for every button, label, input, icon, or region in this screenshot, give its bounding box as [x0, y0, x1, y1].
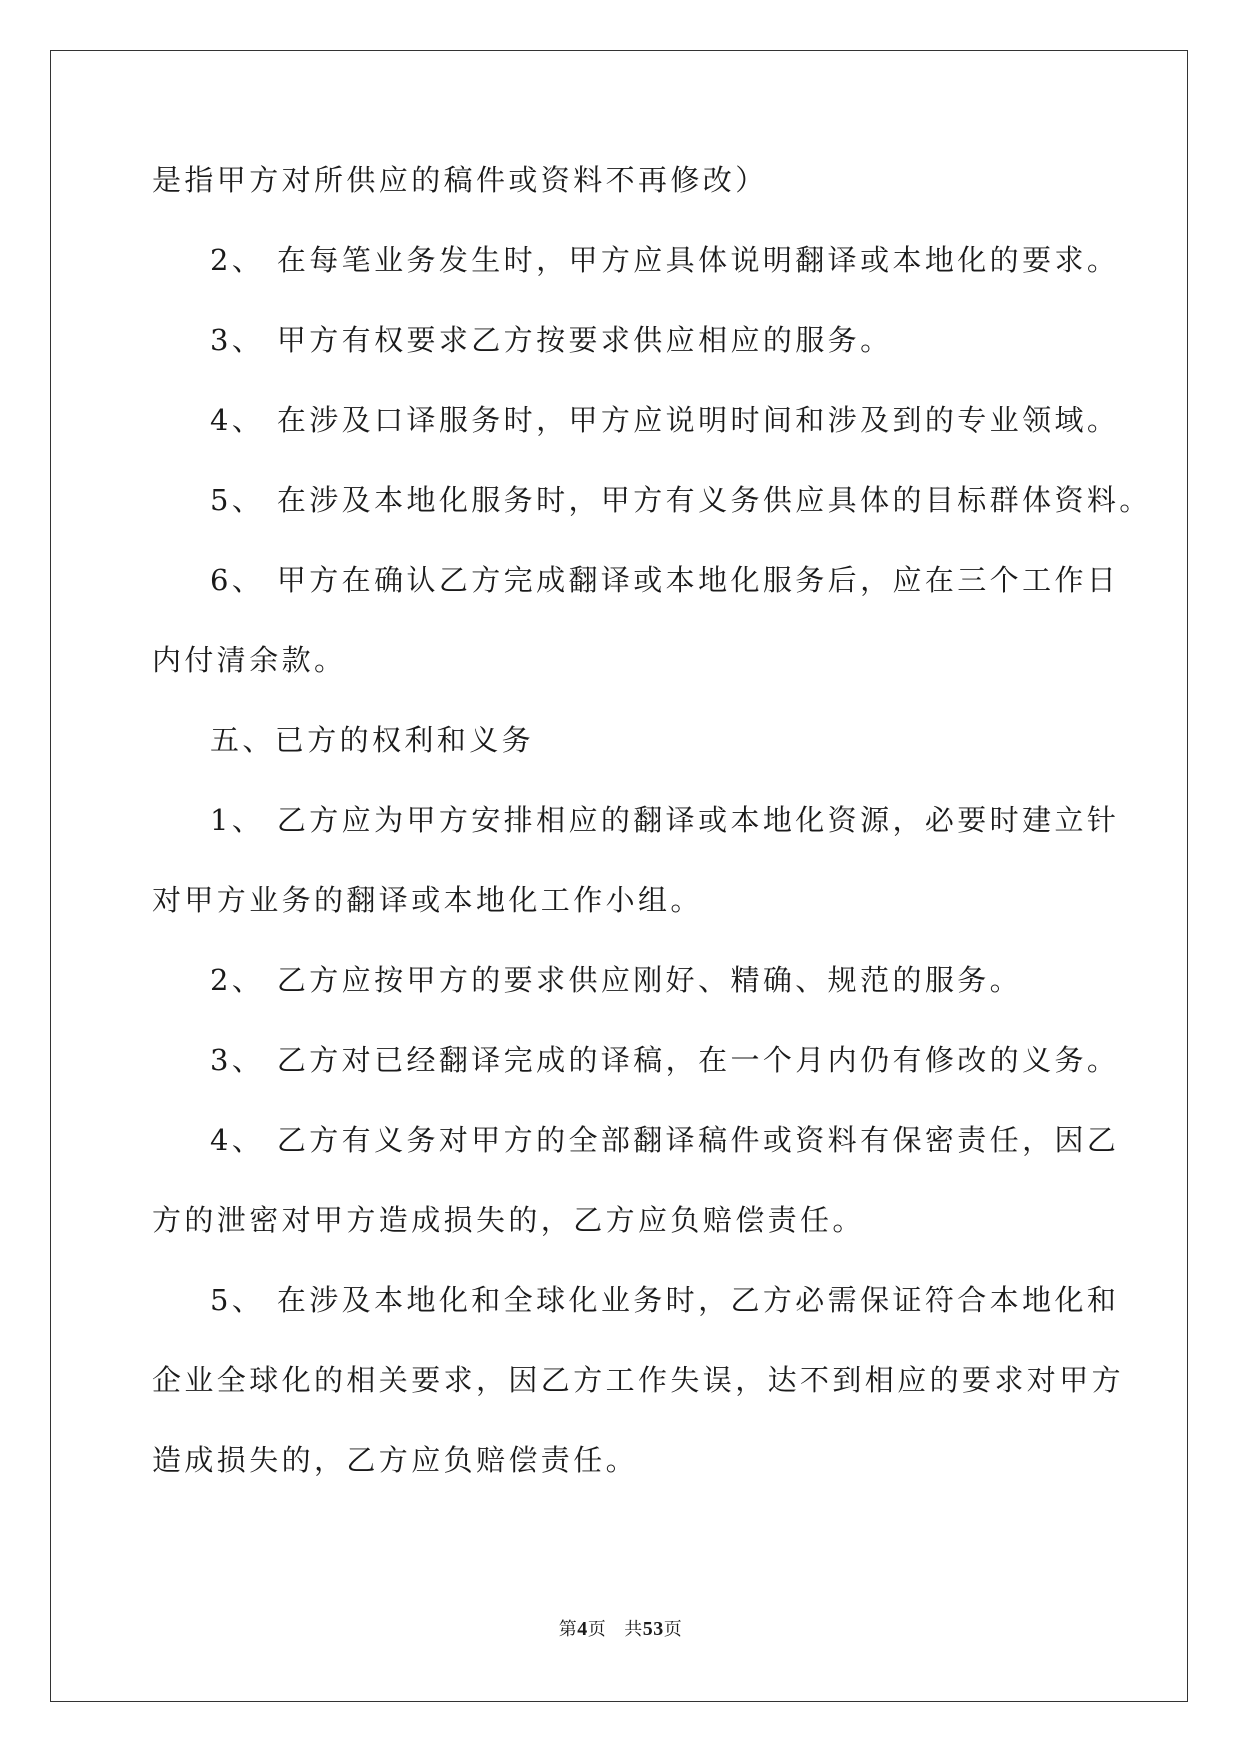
- current-page-number: 4: [577, 1618, 588, 1640]
- total-pages-number: 53: [642, 1618, 664, 1640]
- paragraph-line: 3、 甲方有权要求乙方按要求供应相应的服务。: [210, 323, 893, 357]
- paragraph-line: 4、 在涉及口译服务时，甲方应说明时间和涉及到的专业领域。: [210, 403, 1120, 437]
- paragraph-line: 企业全球化的相关要求，因乙方工作失误，达不到相应的要求对甲方: [152, 1363, 1125, 1397]
- paragraph-line: 2、 在每笔业务发生时，甲方应具体说明翻译或本地化的要求。: [210, 243, 1120, 277]
- total-pages-suffix: 页: [663, 1619, 683, 1640]
- paragraph-line: 5、 在涉及本地化和全球化业务时，乙方必需保证符合本地化和: [210, 1283, 1120, 1317]
- paragraph-line: 对甲方业务的翻译或本地化工作小组。: [152, 883, 703, 917]
- section-heading: 五、已方的权利和义务: [210, 723, 535, 757]
- total-pages-prefix: 共: [624, 1619, 643, 1640]
- paragraph-line: 方的泄密对甲方造成损失的，乙方应负赔偿责任。: [152, 1203, 865, 1237]
- paragraph-line: 6、 甲方在确认乙方完成翻译或本地化服务后，应在三个工作日: [210, 563, 1120, 597]
- paragraph-line: 5、 在涉及本地化服务时，甲方有义务供应具体的目标群体资料。: [210, 483, 1152, 517]
- paragraph-line: 4、 乙方有义务对甲方的全部翻译稿件或资料有保密责任，因乙: [210, 1123, 1120, 1157]
- paragraph-line: 内付清余款。: [152, 643, 347, 677]
- paragraph-line: 1、 乙方应为甲方安排相应的翻译或本地化资源，必要时建立针: [210, 803, 1120, 837]
- page-number-suffix: 页: [587, 1619, 607, 1640]
- paragraph-line: 造成损失的，乙方应负赔偿责任。: [152, 1443, 639, 1477]
- paragraph-line: 3、 乙方对已经翻译完成的译稿，在一个月内仍有修改的义务。: [210, 1043, 1120, 1077]
- page-footer: [0, 1617, 1241, 1642]
- page-number-prefix: 第: [558, 1619, 578, 1640]
- paragraph-line: 2、 乙方应按甲方的要求供应刚好、精确、规范的服务。: [210, 963, 1023, 997]
- paragraph-line: 是指甲方对所供应的稿件或资料不再修改）: [152, 163, 768, 197]
